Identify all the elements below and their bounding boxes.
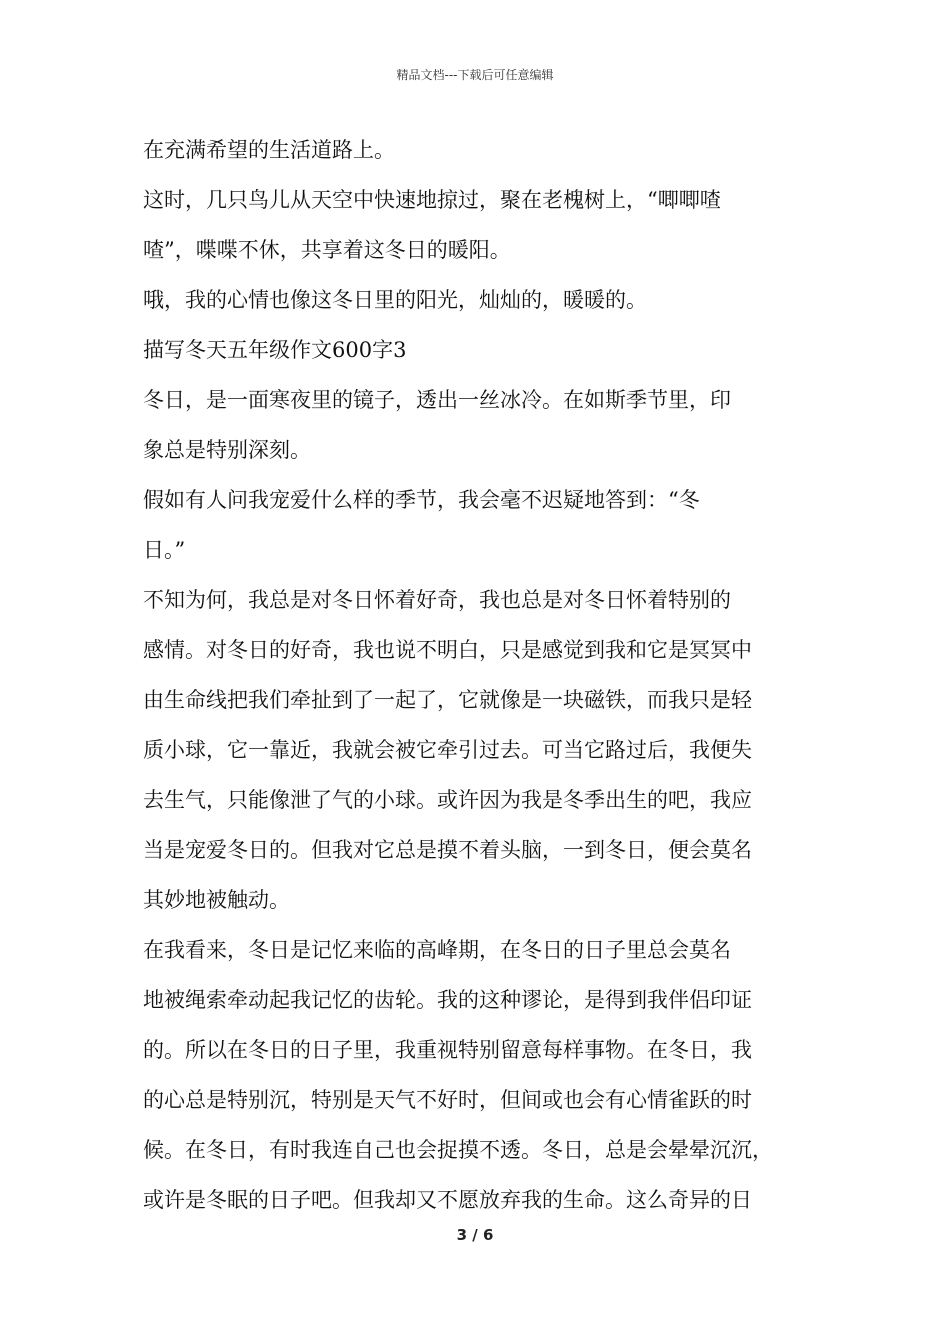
paragraph bbox=[143, 375, 833, 475]
paragraph bbox=[143, 575, 833, 925]
paragraph bbox=[143, 275, 833, 325]
text-line: 假如有人问我宠爱什么样的季节，我会毫不迟疑地答到：“冬 bbox=[143, 488, 700, 512]
paragraph bbox=[143, 475, 833, 575]
text-line: 或许是冬眠的日子吧。但我却又不愿放弃我的生命。这么奇异的日 bbox=[143, 1188, 752, 1212]
page-header: 精品文档---下载后可任意编辑 bbox=[396, 68, 554, 82]
paragraph bbox=[143, 125, 833, 175]
paragraph bbox=[143, 925, 833, 1225]
text-line: 质小球，它一靠近，我就会被它牵引过去。可当它路过后，我便失 bbox=[143, 738, 752, 762]
text-line: 在充满希望的生活道路上。 bbox=[143, 138, 395, 162]
text-line: 感情。对冬日的好奇，我也说不明白，只是感觉到我和它是冥冥中 bbox=[143, 638, 752, 662]
text-line: 象总是特别深刻。 bbox=[143, 438, 311, 462]
text-line: 当是宠爱冬日的。但我对它总是摸不着头脑，一到冬日，便会莫名 bbox=[143, 838, 752, 862]
text-line: 的心总是特别沉，特别是天气不好时，但间或也会有心情雀跃的时 bbox=[143, 1088, 752, 1112]
paragraph bbox=[143, 175, 833, 275]
text-line: 去生气，只能像泄了气的小球。或许因为我是冬季出生的吧，我应 bbox=[143, 788, 752, 812]
text-line: 地被绳索牵动起我记忆的齿轮。我的这种谬论，是得到我伴侣印证 bbox=[143, 988, 752, 1012]
text-line: 哦，我的心情也像这冬日里的阳光，灿灿的，暖暖的。 bbox=[143, 288, 647, 312]
document-body bbox=[143, 125, 833, 1225]
text-line: 在我看来，冬日是记忆来临的高峰期，在冬日的日子里总会莫名 bbox=[143, 938, 731, 962]
text-line: 不知为何，我总是对冬日怀着好奇，我也总是对冬日怀着特别的 bbox=[143, 588, 731, 612]
text-line: 这时，几只鸟儿从天空中快速地掠过，聚在老槐树上，“唧唧喳 bbox=[143, 188, 721, 212]
text-line: 由生命线把我们牵扯到了一起了，它就像是一块磁铁，而我只是轻 bbox=[143, 688, 752, 712]
text-line: 描写冬天五年级作文600字3 bbox=[143, 338, 407, 362]
page-number: 3 / 6 bbox=[456, 1226, 494, 1244]
paragraph bbox=[143, 325, 833, 375]
text-line: 的。所以在冬日的日子里，我重视特别留意每样事物。在冬日，我 bbox=[143, 1038, 752, 1062]
text-line: 候。在冬日，有时我连自己也会捉摸不透。冬日，总是会晕晕沉沉， bbox=[143, 1138, 773, 1162]
text-line: 其妙地被触动。 bbox=[143, 888, 290, 912]
text-line: 喳”，喋喋不休，共享着这冬日的暖阳。 bbox=[143, 238, 511, 262]
text-line: 冬日，是一面寒夜里的镜子，透出一丝冰冷。在如斯季节里，印 bbox=[143, 388, 731, 412]
text-line: 日。” bbox=[143, 538, 186, 562]
